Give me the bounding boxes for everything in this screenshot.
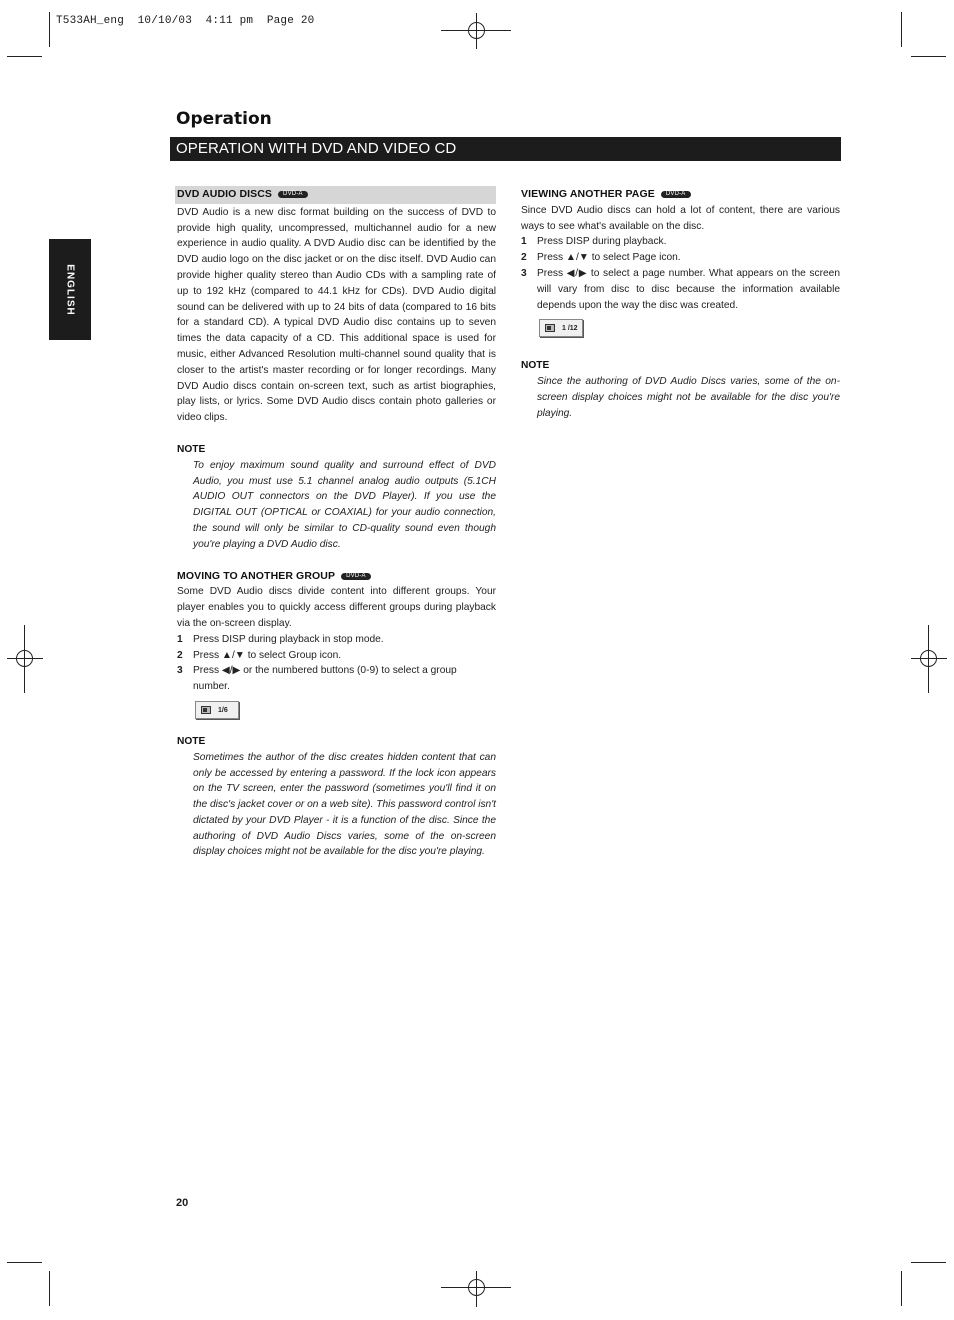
page-heading: VIEWING ANOTHER PAGE DVD-A [521, 187, 840, 203]
language-tab-label: ENGLISH [64, 263, 76, 316]
language-tab [49, 239, 91, 340]
left-column [177, 186, 496, 860]
group-intro: Some DVD Audio discs divide content into different groups. Your player enables you to quickly access different groups during playback via the on-screen display. [177, 586, 496, 629]
section-title: Operation [176, 109, 272, 129]
step: 1 Press DISP during playback in stop mode. [177, 633, 384, 645]
page-intro: Since DVD Audio discs can hold a lot of content, there are various ways to see what's available on the disc. [521, 204, 840, 232]
dvd-a-badge: DVD-A [278, 191, 308, 198]
step: 1 Press DISP during playback. [521, 236, 667, 248]
group-heading: MOVING TO ANOTHER GROUP DVD-A [177, 569, 496, 585]
dvd-a-badge: DVD-A [661, 191, 691, 198]
note-text: To enjoy maximum sound quality and surround effect of DVD Audio, you must use 5.1 channel analog audio outputs (5.1CH AUDIO OUT connectors on the DVD Player). If you use the DIGITAL OUT (OPTICAL or COAXIAL) for your audio connection, the sound will only be similar to CD-quality sound even though you're playing a DVD Audio disc. [193, 459, 496, 550]
note-label: NOTE [177, 735, 206, 747]
page-icon [545, 324, 555, 332]
page-osd-value: 1 /12 [562, 325, 578, 333]
note-text: Since the authoring of DVD Audio Discs varies, some of the on-screen display choices might not be available for the disc you're playing. [537, 376, 840, 419]
group-osd-value: 1/6 [218, 706, 228, 714]
dvd-audio-body: DVD Audio is a new disc format building on the success of DVD to provide high quality, uncompressed, multichannel audio for a new experience in audio quality. A DVD Audio disc can be identified by the DVD audio logo on the disc jacket or on the disc itself. DVD Audio can provide higher quality stereo than Audio CDs with a sampling rate of up to 192 kHz (compared to 44.1 kHz for CDs). DVD Audio digital sound can be delivered with up to 24 bits of data (compared to 16 bits for a standard CD). A typical DVD Audio disc contains up to seven times the data capacity of a CD. This additional space is used for music, either Advanced Resolution multi-channel sound quality that is closer to the artist's master recording or for longer recordings. Many DVD Audio discs contain on-screen text, such as artist biographies, play lists, or lyrics. Some DVD Audio discs contain photo galleries or video clips. [177, 206, 496, 424]
note-label: NOTE [177, 443, 206, 455]
right-column [521, 187, 840, 422]
note-text: Sometimes the author of the disc creates hidden content that can only be accessed by entering a password. If the lock icon appears on the TV screen, enter the password (sometimes you'll find it on the disc's jacket cover or on a web site). This password control isn't dictated by your DVD Player - it is a function of the disc. Since the authoring of DVD Audio Discs varies, some of the on-screen display choices might not be available for the disc you're playing. [193, 751, 496, 858]
note-label: NOTE [521, 360, 550, 372]
page-number: 20 [176, 1197, 189, 1209]
step: 3 Press ◀/▶ to select a page number. What appears on the screen will vary from disc to disc because the information available depends upon the way the disc was created. [521, 267, 840, 311]
dvd-audio-heading: DVD AUDIO DISCS DVD-A [175, 186, 496, 204]
step: 2 Press ▲/▼ to select Page icon. [521, 252, 681, 264]
print-slug: T533AH_eng 10/10/03 4:11 pm Page 20 [56, 15, 315, 27]
dvd-a-badge: DVD-A [341, 573, 371, 580]
step: 2 Press ▲/▼ to select Group icon. [177, 649, 342, 661]
group-osd-display [195, 701, 239, 719]
group-icon [201, 706, 211, 714]
step: 3 Press ◀/▶ or the numbered buttons (0-9) to select a group number. [177, 665, 457, 693]
page-osd-display [539, 319, 583, 337]
page-title-bar: OPERATION WITH DVD AND VIDEO CD [170, 137, 841, 161]
